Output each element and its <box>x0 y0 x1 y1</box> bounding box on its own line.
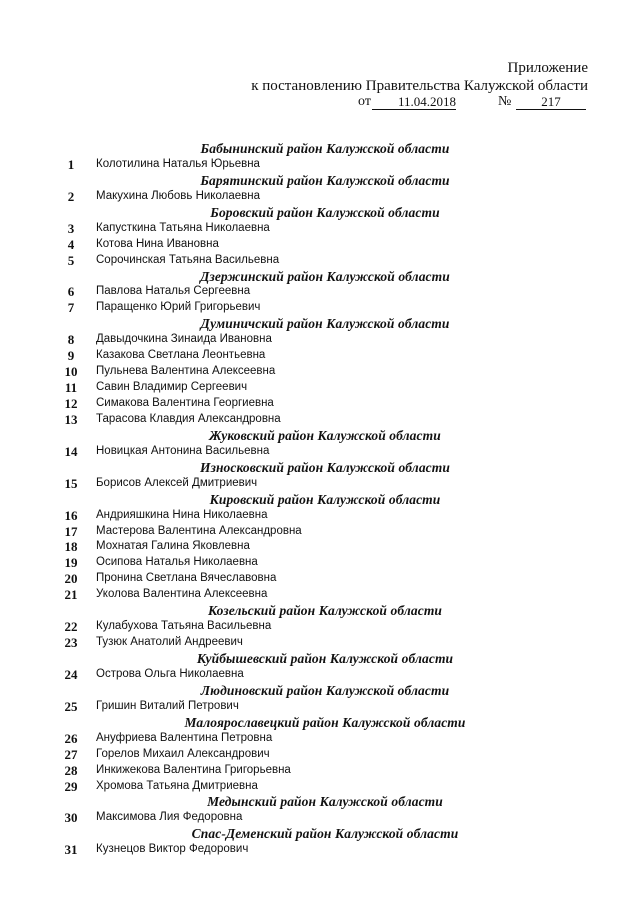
person-name: Паращенко Юрий Григорьевич <box>96 301 261 314</box>
person-name: Горелов Михаил Александрович <box>96 747 270 760</box>
list-item <box>0 348 640 364</box>
list-item <box>0 555 640 571</box>
person-name: Пульнева Валентина Алексеевна <box>96 365 276 378</box>
list-item <box>0 635 640 651</box>
list-item <box>0 619 640 635</box>
district-heading: Износковский район Калужской области <box>199 459 450 475</box>
item-number: 31 <box>64 842 78 858</box>
list-item <box>0 667 640 683</box>
person-name: Хромова Татьяна Дмитриевна <box>96 779 258 792</box>
person-name: Острова Ольга Николаевна <box>96 667 244 680</box>
item-number: 14 <box>64 443 78 459</box>
person-name: Инкижекова Валентина Григорьевна <box>96 763 291 776</box>
district-heading: Дзержинский район Калужской области <box>200 268 450 284</box>
list-item <box>0 300 640 316</box>
person-name: Сорочинская Татьяна Васильевна <box>96 253 280 266</box>
person-name: Казакова Светлана Леонтьевна <box>96 349 266 362</box>
item-number: 25 <box>64 698 78 714</box>
district-heading: Думиничский район Калужской области <box>200 316 450 332</box>
list-item <box>0 284 640 300</box>
person-name: Давыдочкина Зинаида Ивановна <box>96 333 272 346</box>
item-number: 22 <box>64 619 78 635</box>
person-name: Котова Нина Ивановна <box>96 237 219 250</box>
person-name: Кулабухова Татьяна Васильевна <box>96 620 272 633</box>
item-number: 12 <box>64 396 78 411</box>
district-heading: Куйбышевский район Калужской области <box>196 651 454 666</box>
item-number: 7 <box>67 300 75 316</box>
document-number: 217 <box>516 94 586 110</box>
item-number: 28 <box>64 762 78 778</box>
header-subtitle: к постановлению Правительства Калужской области <box>251 78 588 94</box>
item-number: 13 <box>64 411 78 427</box>
item-number: 19 <box>64 555 78 571</box>
district-heading: Жуковский район Калужской области <box>209 427 441 443</box>
item-number: 24 <box>64 666 78 682</box>
item-number: 4 <box>67 236 75 252</box>
list-item <box>0 380 640 396</box>
item-number: 15 <box>64 475 78 491</box>
item-number: 10 <box>64 364 78 380</box>
item-number: 18 <box>64 539 78 555</box>
district-heading: Малоярославецкий район Калужской области <box>184 714 466 730</box>
person-name: Колотилина Наталья Юрьевна <box>96 157 260 170</box>
list-item <box>0 396 640 412</box>
document-header <box>251 60 588 95</box>
person-name: Пронина Светлана Вячеславовна <box>96 572 277 585</box>
item-number: 20 <box>64 571 78 587</box>
district-heading: Барятинский район Калужской области <box>200 172 450 188</box>
district-heading: Кировский район Калужской области <box>209 491 441 507</box>
person-name: Кузнецов Виктор Федорович <box>96 843 249 856</box>
district-heading: Медынский район Калужской области <box>207 794 443 810</box>
item-number: 3 <box>67 220 75 236</box>
item-number: 8 <box>67 332 75 348</box>
item-number: 26 <box>64 730 78 746</box>
person-name: Новицкая Антонина Васильевна <box>96 444 270 457</box>
list-item <box>0 779 640 795</box>
list-item <box>0 189 640 205</box>
item-number: 23 <box>64 635 78 651</box>
person-name: Тузюк Анатолий Андреевич <box>96 636 243 649</box>
header-title: Приложение <box>507 60 588 76</box>
list-item <box>0 747 640 763</box>
person-name: Тарасова Клавдия Александровна <box>96 412 281 425</box>
list-item <box>0 444 640 460</box>
person-name: Борисов Алексей Дмитриевич <box>96 476 258 489</box>
item-number: 27 <box>64 746 78 762</box>
item-number: 2 <box>67 188 75 204</box>
list-item <box>0 508 640 524</box>
person-name: Макухина Любовь Николаевна <box>96 189 260 202</box>
person-name: Мастерова Валентина Александровна <box>96 524 302 537</box>
list-item <box>0 253 640 269</box>
list-item <box>0 571 640 587</box>
item-number: 21 <box>64 587 78 603</box>
list-item <box>0 476 640 492</box>
item-number: 5 <box>67 252 75 268</box>
district-heading: Боровский район Калужской области <box>210 204 440 220</box>
list-item <box>0 810 640 826</box>
list-item <box>0 763 640 779</box>
list-item <box>0 587 640 603</box>
person-name: Уколова Валентина Алексеевна <box>96 588 268 601</box>
item-number: 17 <box>64 523 78 539</box>
person-name: Гришин Виталий Петрович <box>96 699 239 712</box>
person-name: Капусткина Татьяна Николаевна <box>96 221 270 234</box>
list-item <box>0 539 640 555</box>
item-number: 11 <box>64 380 78 396</box>
item-number: 1 <box>67 156 75 172</box>
district-list <box>0 141 640 858</box>
person-name: Ануфриева Валентина Петровна <box>96 731 273 744</box>
list-item <box>0 842 640 858</box>
district-heading: Бабынинский район Калужской области <box>200 141 450 156</box>
district-heading: Спас-Деменский район Калужской области <box>191 826 459 842</box>
person-name: Симакова Валентина Георгиевна <box>96 397 274 409</box>
list-item <box>0 731 640 747</box>
number-label: № <box>498 94 512 109</box>
list-item <box>0 332 640 348</box>
district-heading: Людиновский район Калужской области <box>200 682 450 698</box>
list-item <box>0 524 640 540</box>
list-item <box>0 412 640 428</box>
list-item <box>0 157 640 173</box>
person-name: Савин Владимир Сергеевич <box>96 381 248 394</box>
date-prefix: от <box>358 94 371 109</box>
person-name: Павлова Наталья Сергеевна <box>96 285 251 298</box>
item-number: 6 <box>67 284 75 300</box>
item-number: 9 <box>67 348 75 364</box>
document-date: 11.04.2018 <box>372 94 456 110</box>
district-heading: Козельский район Калужской области <box>207 603 443 619</box>
list-item <box>0 364 640 380</box>
document-date-line <box>358 94 588 112</box>
person-name: Максимова Лия Федоровна <box>96 811 243 824</box>
person-name: Мохнатая Галина Яковлевна <box>96 540 250 553</box>
list-item <box>0 237 640 253</box>
item-number: 16 <box>64 507 78 523</box>
item-number: 29 <box>64 778 78 794</box>
person-name: Осипова Наталья Николаевна <box>96 556 258 569</box>
list-item <box>0 699 640 715</box>
item-number: 30 <box>64 810 78 826</box>
person-name: Андрияшкина Нина Николаевна <box>96 508 268 521</box>
list-item <box>0 221 640 237</box>
